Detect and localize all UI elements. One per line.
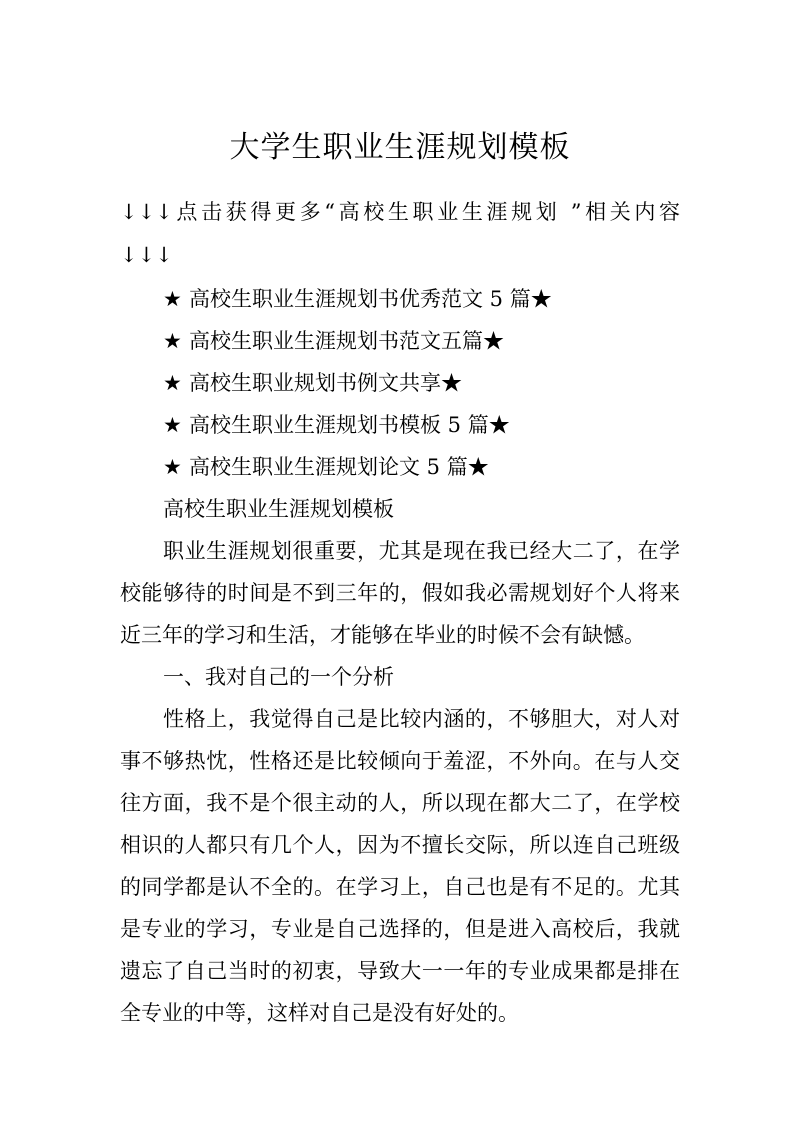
link-text[interactable]: 高校生职业生涯规划书优秀范文 5 篇★: [189, 287, 552, 311]
link-text[interactable]: 高校生职业生涯规划书范文五篇★: [189, 329, 504, 353]
subtitle: 高校生职业生涯规划模板: [163, 497, 394, 521]
intro-arrows: ↓↓↓: [120, 243, 173, 267]
link-text[interactable]: 高校生职业规划书例文共享★: [189, 371, 462, 395]
list-item-link[interactable]: [163, 453, 489, 481]
star-icon: ★: [163, 413, 182, 437]
star-icon: ★: [163, 455, 182, 479]
paragraph-line: 近三年的学习和生活，才能够在毕业的时候不会有缺憾。: [120, 623, 645, 647]
paragraph-line: 全专业的中等，这样对自己是没有好处的。: [120, 1001, 519, 1025]
paragraph-line: 校能够待的时间是不到三年的，假如我必需规划好个人将来: [120, 581, 680, 605]
list-item-link[interactable]: [163, 327, 504, 355]
section-heading: 一、我对自己的一个分析: [163, 665, 394, 689]
paragraph-line: 相识的人都只有几个人，因为不擅长交际，所以连自己班级: [120, 833, 680, 857]
paragraph-line: 往方面，我不是个很主动的人，所以现在都大二了，在学校: [120, 791, 680, 815]
star-icon: ★: [163, 287, 182, 311]
paragraph-line: 的同学都是认不全的。在学习上，自己也是有不足的。尤其: [120, 875, 680, 899]
list-item-link[interactable]: [163, 411, 510, 439]
list-item-link[interactable]: [163, 285, 552, 313]
paragraph-line: 事不够热忱，性格还是比较倾向于羞涩，不外向。在与人交: [120, 749, 680, 773]
link-text[interactable]: 高校生职业生涯规划书模板 5 篇★: [189, 413, 510, 437]
star-icon: ★: [163, 329, 182, 353]
paragraph-line: 职业生涯规划很重要，尤其是现在我已经大二了，在学: [163, 539, 680, 563]
paragraph-line: 遗忘了自己当时的初衷，导致大一一年的专业成果都是排在: [120, 959, 680, 983]
list-item-link[interactable]: [163, 369, 462, 397]
link-text[interactable]: 高校生职业生涯规划论文 5 篇★: [189, 455, 489, 479]
star-icon: ★: [163, 371, 182, 395]
intro-link-text[interactable]: ↓↓↓点击获得更多“高校生职业生涯规划 ”相关内容: [120, 200, 680, 224]
paragraph-line: 是专业的学习，专业是自己选择的，但是进入高校后，我就: [120, 917, 680, 941]
paragraph-line: 性格上，我觉得自己是比较内涵的，不够胆大，对人对: [163, 707, 680, 731]
document-title: 大学生职业生涯规划模板: [229, 130, 571, 165]
